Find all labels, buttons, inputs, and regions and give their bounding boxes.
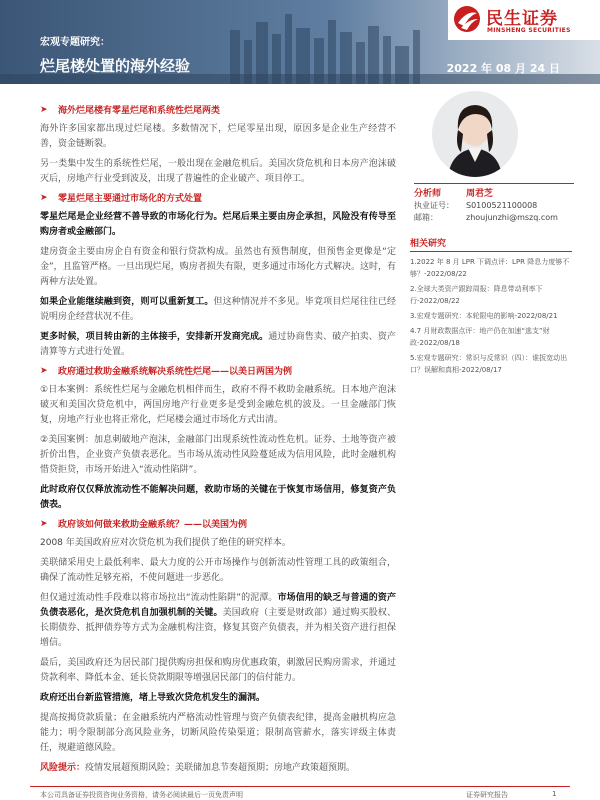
analyst-name-row [414,188,574,200]
paragraph: 另一类集中发生的系统性烂尾，一般出现在金融危机后。美国次贷危机和日本房产泡沫破灭后，房地产行业受到波及，出现了普遍性的企业破产、项目停工。 [40,159,396,184]
arrow-icon: ➤ [40,105,48,115]
paragraph: 2008 年美国政府应对次贷危机为我们提供了绝佳的研究样本。 [40,538,291,548]
bold-text: 更多时候，项目转由新的主体接手，安排新开发商完成。 [40,332,269,342]
bold-text: 此时政府仅仅释放流动性不能解决问题，救助市场的关键在于恢复市场信用，修复资产负债表。 [40,485,396,510]
bold-text: 零星烂尾是企业经营不善导致的市场化行为。烂尾后果主要由房企承担，风险没有传导至购房者或金融部门。 [40,212,396,237]
paragraph-text: 美国政府（主要是财政部）通过购买股权、长期债券、抵押债券等方式为金融机构注资，修复其资产负债表，并为相关资产进行担保增信。 [40,608,396,648]
page-number: 1 [552,790,557,798]
report-series: 宏观专题研究： [40,37,110,48]
paragraph-text: 通过协商售卖、破产拍卖、资产清算等方式进行处置。 [40,332,396,357]
analyst-name: 周君芝 [466,189,494,199]
section-title: 政府通过救助金融系统解决系统性烂尾——以美日两国为例 [58,367,293,377]
arrow-icon: ➤ [40,366,48,376]
report-title: 烂尾楼处置的海外经验 [40,57,191,75]
bold-text: 如果企业能继续融到资，则可以重新复工。 [40,297,214,307]
cert-label: 执业证号： [414,201,454,210]
analyst-cert-row [414,200,574,212]
section-title: 海外烂尾楼有零星烂尾和系统性烂尾两类 [58,106,221,116]
report-date: 2022 年 08 月 24 日 [446,62,560,75]
paragraph [40,691,396,706]
logo-chinese-name: 民生证券 [486,9,558,29]
cert-number: S0100521100008 [466,201,538,210]
footer-divider [30,786,570,787]
paragraph: 海外许多国家都出现过烂尾楼。多数情况下，烂尾零星出现，原因多是企业生产经营不善，资金链断裂。 [40,124,396,149]
paragraph: 建房资金主要由房企自有资金和银行贷款构成。虽然也有预售制度，但预售金更像是“定金”，且监管严格。一旦出现烂尾，购房者损失有限，更多通过市场化方式解决。这时，有两种方法处置。 [40,247,396,287]
section-heading-4 [40,518,396,532]
arrow-icon: ➤ [40,193,48,203]
paragraph [40,295,396,325]
analyst-email[interactable]: zhoujunzhi@mszq.com [466,213,558,222]
section-title: 零星烂尾主要通过市场化的方式处置 [58,194,203,204]
paragraph [40,591,396,651]
analyst-info [414,183,574,224]
paragraph [40,330,396,360]
related-item[interactable]: 2.全球大类资产跟踪周报：降息带动利率下行-2022/08/22 [410,285,543,305]
related-item[interactable]: 1.2022 年 8 月 LPR 下调点评：LPR 降息力度够不够？-2022/08/22 [410,258,570,278]
related-research-title: 相关研究 [410,236,572,252]
related-research [410,236,572,379]
logo-english-name: MINSHENG SECURITIES [487,27,571,34]
analyst-email-row [414,212,574,224]
related-item[interactable]: 4.7 月财政数据点评：地产仍在加速“逃支”财政-2022/08/18 [410,327,550,347]
section-heading-2 [40,192,396,206]
analyst-label: 分析师 [414,189,442,199]
paragraph: 最后，美国政府还为居民部门提供购房担保和购房优惠政策，刺激居民购房需求，并通过贷款利率、降低本金、延长贷款期限等增强居民部门的信付能力。 [40,658,396,683]
paragraph [40,210,396,240]
related-item[interactable]: 3.宏观专题研究：本轮限电的影响-2022/08/21 [410,312,558,320]
analyst-photo [430,90,520,178]
section-heading-3 [40,365,396,379]
arrow-icon: ➤ [40,519,48,529]
risk-label: 风险提示： [40,763,86,773]
section-title: 政府该如何做来救助金融系统？——以美国为例 [58,520,248,530]
minsheng-logo [452,2,600,40]
paragraph-text: 但这种情况并不多见。毕竟项目烂尾往往已经说明房企经营状况不佳。 [40,297,396,322]
paragraph [40,483,396,513]
footer-report-type: 证券研究报告 [466,791,508,799]
paragraph: 提高按揭贷款质量；在金融系统内严格流动性管理与资产负债表纪律，提高金融机构应急能力；明令限制部分高风险业务，切断风险传染渠道；限制高管薪水，落实评级主体责任，规避道德风险。 [40,713,396,753]
risk-warning [40,761,396,776]
footer-disclaimer: 本公司具备证券投资咨询业务资格，请务必阅读最后一页免责声明 [40,791,243,799]
minsheng-logo-icon [452,4,482,34]
bold-text: 市场信用的缺乏与普通的资产负债表恶化，是次贷危机自加强机制的关键。 [40,593,396,618]
paragraph: ①日本案例：系统性烂尾与金融危机相伴而生，政府不得不救助金融系统。日本地产泡沫破灭和美国次贷危机中，两国房地产行业更多是受到金融危机的波及。一旦金融部门恢复，房地产行业也将正常化，烂尾楼会通过市场化方式出清。 [40,385,396,425]
paragraph: 美联储采用史上最低利率、最大力度的公开市场操作与创新流动性管理工具的政策组合，确保了流动性足够充裕，不使问题进一步恶化。 [40,558,396,583]
section-heading-1 [40,104,396,118]
paragraph: ②美国案例：加息刺破地产泡沫，金融部门出现系统性流动性危机。证券、土地等资产被折价出售，企业资产负债表恶化。当市场从流动性风险蔓延成为信用风险，此时金融机构惜贷拒贷，市场开始进入“流动性陷阱”。 [40,435,396,475]
report-header [0,0,600,84]
bold-text: 政府还出台新监管措施，堵上导致次贷危机发生的漏洞。 [40,693,266,703]
risk-text: 疫情发展超预期风险；美联储加息节奏超预期；房地产政策超预期。 [85,763,356,773]
email-label: 邮箱： [414,213,438,222]
report-body [40,102,396,781]
related-item[interactable]: 5.宏观专题研究：常识与反常识（四）：谁扳宽动出口？误解和真相-2022/08/17 [410,354,568,374]
paragraph-text: 但仅通过流动性手段难以将市场拉出“流动性陷阱”的泥潭。 [40,593,278,603]
